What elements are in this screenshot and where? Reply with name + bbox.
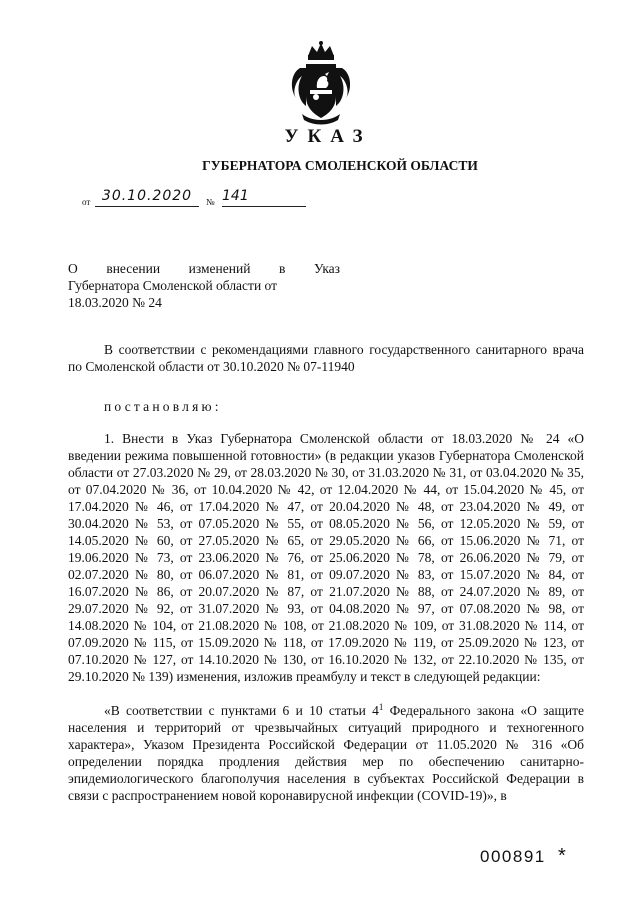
intro-paragraph: В соответствии с рекомендациями главного государственного санитарного врача по Смоленской области от 30.10.2020 № 07-11940 bbox=[68, 342, 584, 374]
article-superscript: 1 bbox=[378, 702, 384, 712]
item-1-paragraph: 1. Внести в Указ Губернатора Смоленской области от 18.03.2020 № 24 «О введении режима повышенной готовности» (в редакции указов Губернатора Смоленской области от 27.03.2020 № 29, от 28.03.2020 № 30, от 31.03.2020 № 31, от 03.04.2020 № 35, от 07.04.2020 № 36, от 10.04.2020 № 42, от 12.04.2020 № 44, от 15.04.2020 № 45, от 17.04.2020 № 46, от 17.04.2020 № 47, от 20.04.2020 № 48, от 23.04.2020 № 49, от 30.04.2020 № 53, от 07.05.2020 № 55, от 08.05.2020 № 56, от 12.05.2020 № 59, от 14.05.2020 № 60, от 27.05.2020 № 65, от 29.05.2020 № 66, от 15.06.2020 № 71, от 19.06.2020 № 73, от 23.06.2020 № 76, от 25.06.2020 № 78, от 26.06.2020 № 79, от 02.07.2020 № 80, от 06.07.2020 № 81, от 09.07.2020 № 83, от 15.07.2020 № 84, от 16.07.2020 № 86, от 20.07.2020 № 87, от 21.07.2020 № 88, от 24.07.2020 № 89, от 29.07.2020 № 92, от 31.07.2020 № 93, от 04.08.2020 № 97, от 07.08.2020 № 98, от 14.08.2020 № 104, от 21.08.2020 № 108, от 21.08.2020 № 109, от 31.08.2020 № 114, от 07.09.2020 № 115, от 15.09.2020 № 118, от 17.09.2020 № 119, от 25.09.2020 № 123, от 07.10.2020 № 127, от 14.10.2020 № 130, от 16.10.2020 № 132, от 22.10.2020 № 135, от 29.10.2020 № 139) изменения, изложив преамбулу и текст в следующей редакции: bbox=[68, 431, 584, 684]
quote-text-start: «В соответствии с пунктами 6 и 10 статьи 4 bbox=[104, 703, 379, 718]
smolensk-coat-of-arms-icon bbox=[286, 40, 356, 130]
quote-text-rest: Федерального закона «О защите населения и территорий от чрезвычайных ситуаций природного и техногенного характера», Указом Президента Российской Федерации от 11.05.2020 № 316 «Об определении порядка продления действия мер по обеспечению санитарно-эпидемиологического благополучия населения в субъектах Российской Федерации в связи с распространением новой коронавирусной инфекции (COVID-19)», в bbox=[68, 703, 584, 803]
serial-mark: * bbox=[558, 845, 566, 867]
subject-line-1: О внесении изменений в Указ bbox=[68, 261, 340, 276]
subject-line-2: Губернатора Смоленской области от bbox=[68, 278, 278, 293]
number-label: № bbox=[206, 197, 215, 207]
subject-line-3: 18.03.2020 № 24 bbox=[68, 295, 162, 310]
document-subject bbox=[68, 260, 340, 311]
serial-number: 000891 bbox=[480, 847, 546, 866]
document-date: 30.10.2020 bbox=[95, 188, 199, 207]
decree-word: постановляю: bbox=[104, 399, 222, 414]
document-title: УКАЗ bbox=[284, 126, 372, 147]
document-subtitle: ГУБЕРНАТОРА СМОЛЕНСКОЙ ОБЛАСТИ bbox=[202, 158, 478, 173]
document-number: 141 bbox=[222, 188, 306, 207]
date-label: от bbox=[82, 197, 91, 207]
date-number-line bbox=[82, 188, 322, 212]
quoted-preamble bbox=[68, 702, 584, 804]
